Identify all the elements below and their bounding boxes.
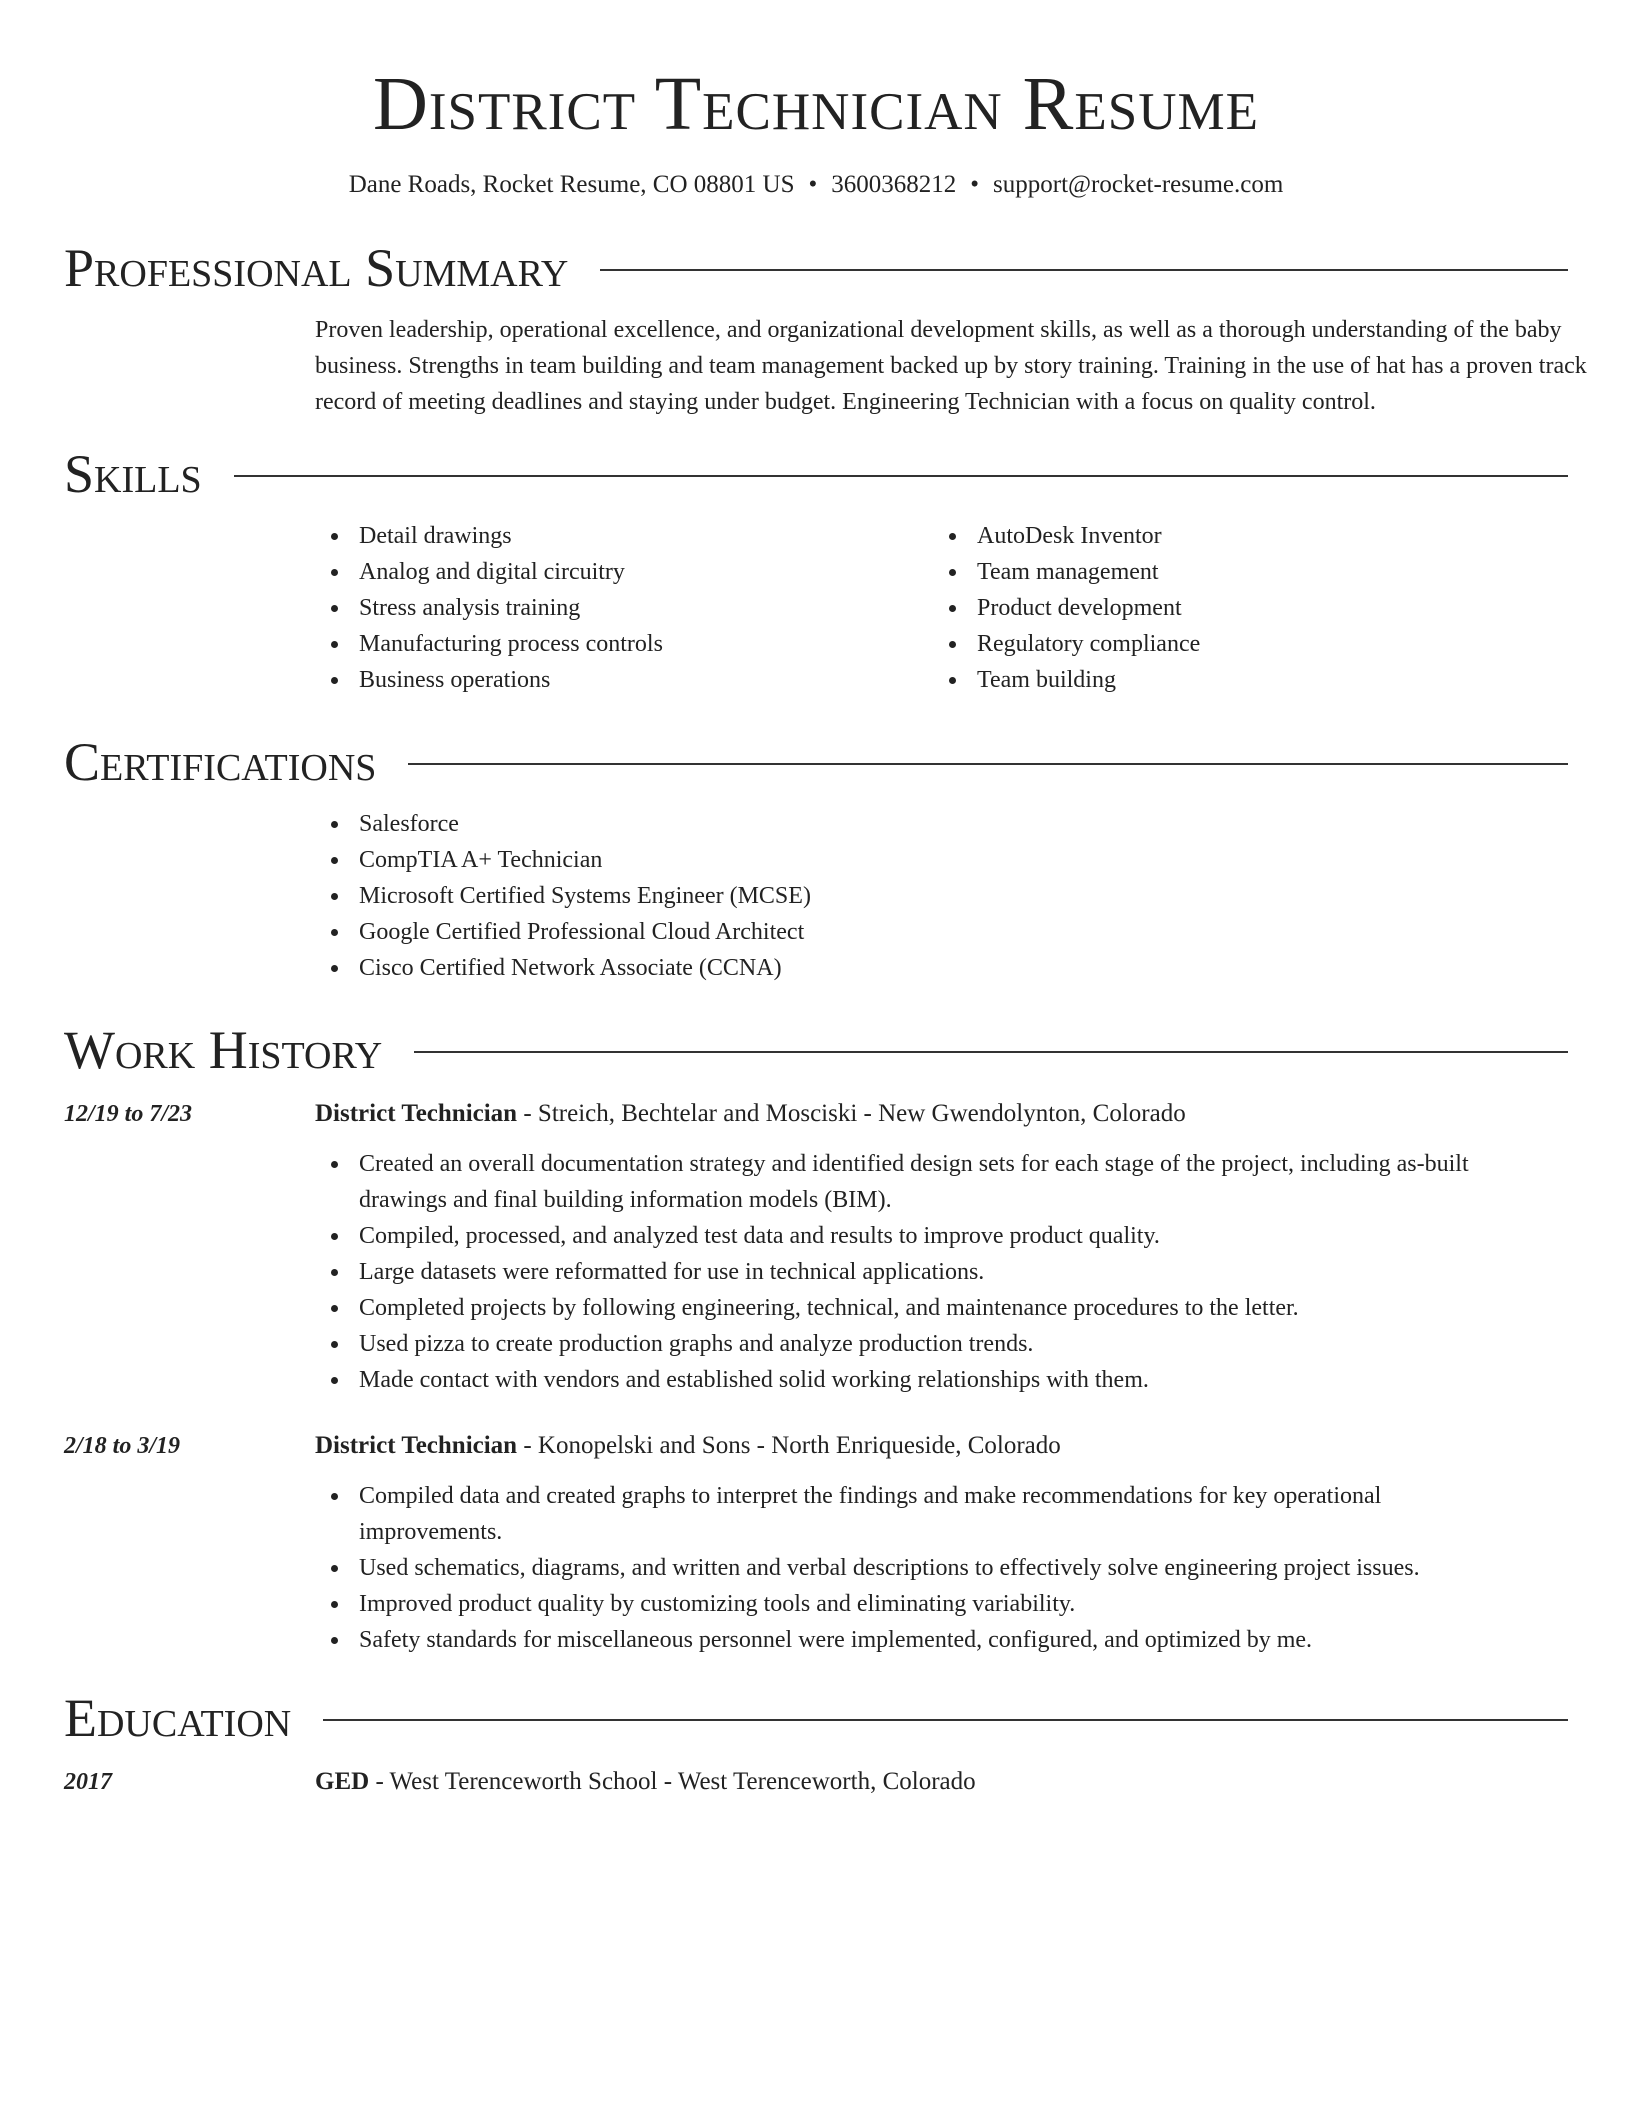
skill-item: Business operations	[315, 662, 933, 698]
resume-title: District Technician Resume	[373, 62, 1259, 146]
contact-line	[64, 168, 1568, 202]
job-bullets	[315, 1146, 1568, 1398]
education-entry	[64, 1764, 1568, 1800]
job-employer: - Konopelski and Sons - North Enriqueside, Colorado	[517, 1432, 1061, 1459]
job-entry	[64, 1428, 1568, 1658]
certifications-list	[315, 806, 1568, 986]
job-heading	[315, 1428, 1568, 1464]
job-bullet: Large datasets were reformatted for use in technical applications.	[315, 1254, 1495, 1290]
certifications-body	[64, 806, 1568, 986]
skill-item: AutoDesk Inventor	[933, 518, 1551, 554]
certification-item: Salesforce	[315, 806, 1568, 842]
job-bullet: Improved product quality by customizing tools and eliminating variability.	[315, 1586, 1495, 1622]
education-school: - West Terenceworth School - West Terenceworth, Colorado	[369, 1768, 976, 1795]
certification-item: Google Certified Professional Cloud Architect	[315, 914, 1568, 950]
skills-list-right	[933, 518, 1551, 698]
job-title: District Technician	[315, 1100, 518, 1127]
summary-header	[64, 236, 1568, 300]
skill-item: Manufacturing process controls	[315, 626, 933, 662]
job-employer: - Streich, Bechtelar and Mosciski - New Gwendolynton, Colorado	[517, 1100, 1186, 1127]
job-dates: 2/18 to 3/19	[64, 1433, 181, 1459]
job-bullet: Used pizza to create production graphs and analyze production trends.	[315, 1326, 1495, 1362]
summary-text: Proven leadership, operational excellence, and organizational development skills, as well as a thorough understanding of the baby business. Strengths in team building and team management backed up by story training. Training in the use of hat has a proven track record of meeting deadlines and staying under budget. Engineering Technician with a focus on quality control.	[315, 317, 1587, 415]
contact-email: support@rocket-resume.com	[993, 171, 1284, 198]
job-title: District Technician	[315, 1432, 518, 1459]
section-divider	[414, 1051, 1568, 1053]
education-degree: GED	[315, 1768, 370, 1795]
section-divider	[323, 1719, 1568, 1721]
job-bullets	[315, 1478, 1568, 1658]
contact-phone: 3600368212	[831, 171, 957, 198]
skill-item: Product development	[933, 590, 1551, 626]
skills-section	[64, 442, 1568, 698]
skill-item: Analog and digital circuitry	[315, 554, 933, 590]
job-bullet: Made contact with vendors and established solid working relationships with them.	[315, 1362, 1495, 1398]
education-details	[315, 1764, 1568, 1800]
education-heading-line	[315, 1764, 1568, 1800]
education-section	[64, 1686, 1568, 1800]
certifications-header	[64, 730, 1568, 794]
skill-item: Team building	[933, 662, 1551, 698]
job-bullet: Compiled data and created graphs to interpret the findings and make recommendations for key operational improvements.	[315, 1478, 1495, 1550]
education-year: 2017	[64, 1769, 112, 1795]
certification-item: CompTIA A+ Technician	[315, 842, 1568, 878]
work-header	[64, 1018, 1568, 1082]
education-header	[64, 1686, 1568, 1750]
contact-separator: •	[808, 171, 818, 198]
skills-list-left	[315, 518, 933, 698]
certifications-heading: Certifications	[64, 732, 377, 792]
job-bullet: Compiled, processed, and analyzed test data and results to improve product quality.	[315, 1218, 1495, 1254]
job-bullet: Completed projects by following engineering, technical, and maintenance procedures to the letter.	[315, 1290, 1495, 1326]
job-entry	[64, 1096, 1568, 1398]
certification-item: Cisco Certified Network Associate (CCNA)	[315, 950, 1568, 986]
work-heading: Work History	[64, 1020, 383, 1080]
skills-header	[64, 442, 1568, 506]
skill-item: Team management	[933, 554, 1551, 590]
section-divider	[234, 475, 1568, 477]
skills-heading: Skills	[64, 444, 202, 504]
summary-section	[64, 236, 1587, 420]
skills-body	[64, 518, 1568, 698]
skill-item: Stress analysis training	[315, 590, 933, 626]
education-heading: Education	[64, 1688, 292, 1748]
certification-item: Microsoft Certified Systems Engineer (MCSE)	[315, 878, 1568, 914]
contact-address: Dane Roads, Rocket Resume, CO 08801 US	[348, 171, 795, 198]
job-bullet: Created an overall documentation strategy and identified design sets for each stage of the project, including as-built drawings and final building information models (BIM).	[315, 1146, 1495, 1218]
section-divider	[600, 269, 1568, 271]
job-heading	[315, 1096, 1568, 1132]
skill-item: Regulatory compliance	[933, 626, 1551, 662]
job-dates: 12/19 to 7/23	[64, 1101, 193, 1127]
skill-item: Detail drawings	[315, 518, 933, 554]
summary-body	[64, 312, 1587, 420]
job-bullet: Safety standards for miscellaneous personnel were implemented, configured, and optimized by me.	[315, 1622, 1495, 1658]
section-divider	[408, 763, 1568, 765]
certifications-section	[64, 730, 1568, 986]
job-details	[315, 1428, 1568, 1658]
job-details	[315, 1096, 1568, 1398]
job-bullet: Used schematics, diagrams, and written and verbal descriptions to effectively solve engineering project issues.	[315, 1550, 1495, 1586]
work-section	[64, 1018, 1568, 1658]
summary-heading: Professional Summary	[64, 238, 569, 298]
contact-separator: •	[970, 171, 980, 198]
